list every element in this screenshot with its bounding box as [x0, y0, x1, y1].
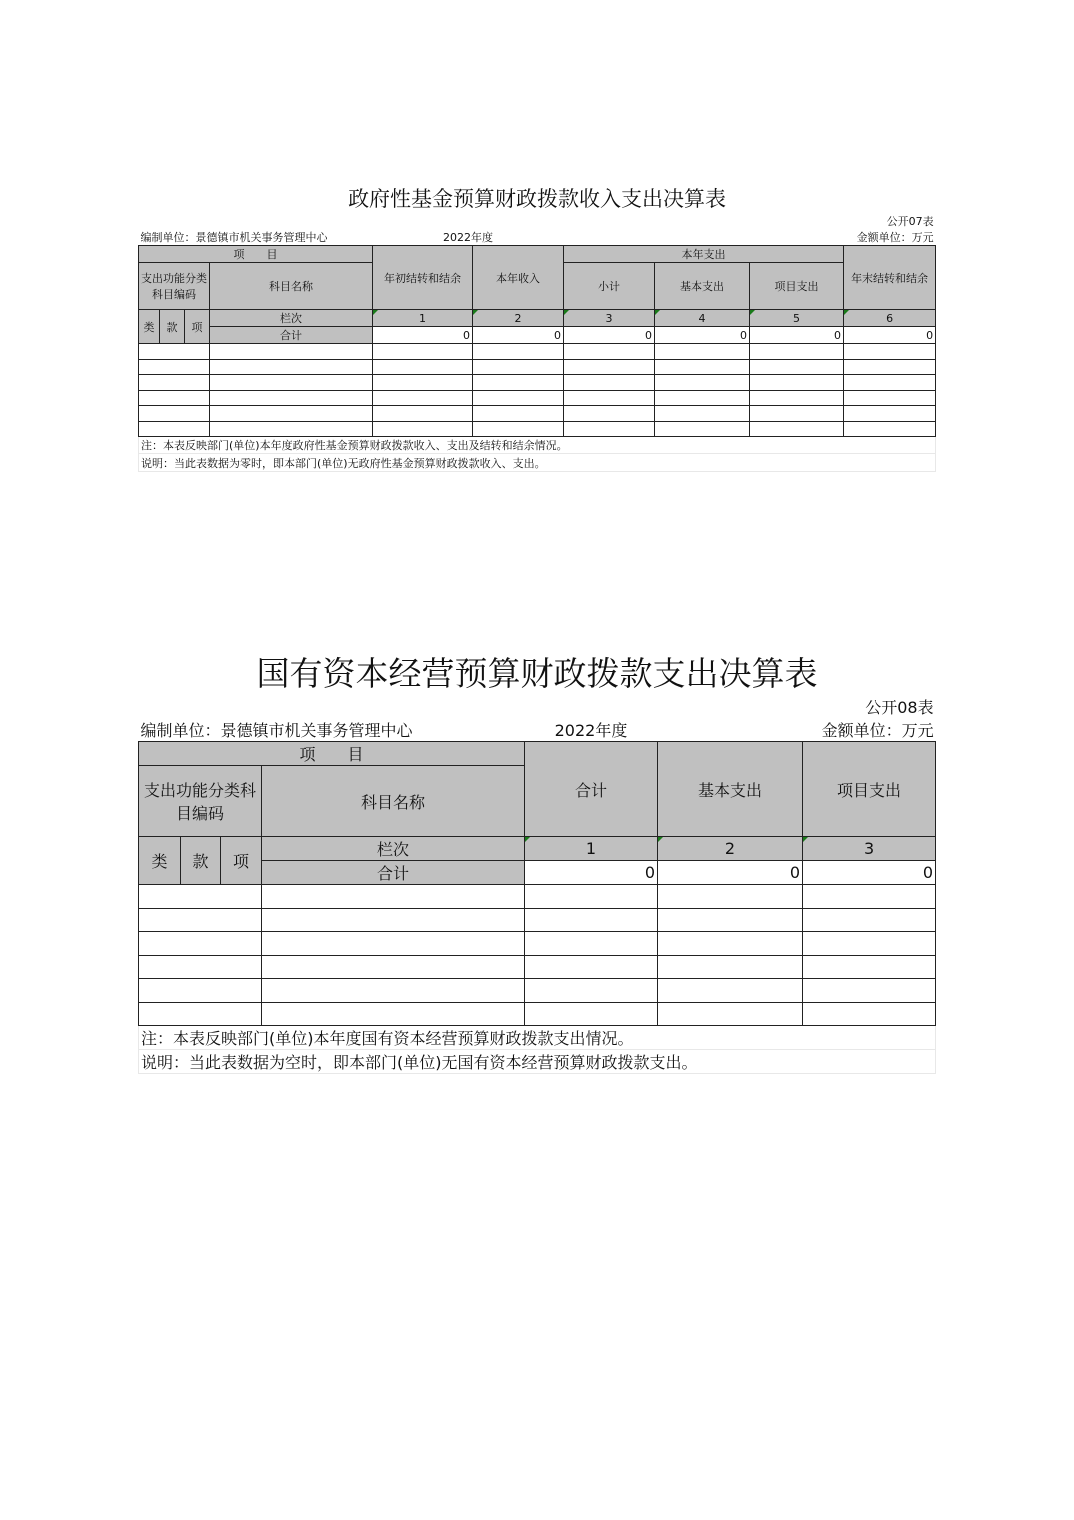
amount-unit: 金额单位：万元	[821, 721, 934, 740]
empty-cell	[139, 1002, 262, 1026]
amount-unit: 金额单位：万元	[856, 231, 934, 244]
header-name: 科目名称	[262, 766, 525, 837]
header-begin: 年初结转和结余	[373, 246, 473, 310]
empty-cell	[210, 406, 373, 422]
empty-cell	[655, 344, 750, 360]
empty-cell	[210, 344, 373, 360]
empty-cell	[473, 375, 564, 391]
col-num: 3	[564, 310, 655, 327]
empty-cell	[750, 344, 844, 360]
empty-cell	[210, 390, 373, 406]
table-row	[139, 359, 936, 375]
table-code: 公开07表	[886, 215, 934, 228]
header-item: 项 目	[139, 246, 373, 263]
empty-cell	[373, 390, 473, 406]
empty-cell	[750, 406, 844, 422]
header-kuan: 款	[160, 310, 185, 344]
empty-cell	[658, 979, 803, 1003]
empty-cell	[564, 344, 655, 360]
empty-cell	[473, 390, 564, 406]
table-row	[139, 885, 936, 909]
header-expense: 本年支出	[564, 246, 844, 263]
empty-cell	[750, 390, 844, 406]
empty-cell	[525, 979, 658, 1003]
header-item: 项 目	[139, 742, 525, 766]
empty-cell	[803, 955, 936, 979]
table-row	[139, 908, 936, 932]
empty-cell	[655, 406, 750, 422]
table-row	[139, 390, 936, 406]
empty-cell	[658, 908, 803, 932]
empty-cell	[658, 932, 803, 956]
total-label: 合计	[210, 327, 373, 344]
empty-cell	[844, 344, 936, 360]
empty-cell	[525, 955, 658, 979]
header-income: 本年收入	[473, 246, 564, 310]
header-total: 合计	[525, 742, 658, 837]
total-value: 0	[750, 327, 844, 344]
empty-cell	[525, 885, 658, 909]
header-project: 项目支出	[750, 263, 844, 310]
empty-cell	[525, 1002, 658, 1026]
empty-cell	[210, 375, 373, 391]
empty-cell	[262, 932, 525, 956]
table-row	[139, 406, 936, 422]
total-value: 0	[658, 861, 803, 885]
empty-cell	[373, 375, 473, 391]
empty-cell	[373, 344, 473, 360]
empty-cell	[525, 908, 658, 932]
col-num: 5	[750, 310, 844, 327]
empty-cell	[525, 932, 658, 956]
empty-cell	[564, 406, 655, 422]
total-value: 0	[844, 327, 936, 344]
col-num: 1	[373, 310, 473, 327]
empty-cell	[803, 932, 936, 956]
header-lanci: 栏次	[262, 837, 525, 861]
empty-cell	[844, 421, 936, 437]
empty-cell	[139, 908, 262, 932]
empty-cell	[139, 375, 210, 391]
table-row	[139, 1002, 936, 1026]
table-title: 政府性基金预算财政拨款收入支出决算表	[348, 187, 727, 211]
empty-cell	[210, 421, 373, 437]
col-num: 2	[473, 310, 564, 327]
empty-cell	[844, 390, 936, 406]
empty-cell	[210, 359, 373, 375]
header-lei: 类	[139, 310, 160, 344]
table-note: 注：本表反映部门(单位)本年度国有资本经营预算财政拨款支出情况。	[139, 1026, 936, 1050]
header-code: 支出功能分类科目编码	[139, 766, 262, 837]
total-value: 0	[525, 861, 658, 885]
table-row	[139, 955, 936, 979]
table-explain: 说明：当此表数据为空时，即本部门(单位)无国有资本经营预算财政拨款支出。	[139, 1050, 936, 1074]
empty-cell	[564, 390, 655, 406]
empty-cell	[139, 885, 262, 909]
table-row	[139, 344, 936, 360]
header-subtotal: 小计	[564, 263, 655, 310]
empty-cell	[139, 344, 210, 360]
table-row	[139, 932, 936, 956]
empty-cell	[844, 406, 936, 422]
header-xiang: 项	[185, 310, 210, 344]
table-note: 注：本表反映部门(单位)本年度政府性基金预算财政拨款收入、支出及结转和结余情况。	[139, 437, 936, 454]
empty-cell	[803, 908, 936, 932]
empty-cell	[473, 344, 564, 360]
col-num: 2	[658, 837, 803, 861]
empty-cell	[564, 421, 655, 437]
total-value: 0	[564, 327, 655, 344]
empty-cell	[658, 955, 803, 979]
empty-cell	[750, 375, 844, 391]
unit-label: 编制单位：景德镇市机关事务管理中心	[140, 231, 328, 244]
empty-cell	[658, 1002, 803, 1026]
empty-cell	[564, 359, 655, 375]
total-label: 合计	[262, 861, 525, 885]
empty-cell	[373, 359, 473, 375]
col-num: 1	[525, 837, 658, 861]
table-row	[139, 375, 936, 391]
empty-cell	[564, 375, 655, 391]
header-code: 支出功能分类科目编码	[139, 263, 210, 310]
header-lanci: 栏次	[210, 310, 373, 327]
header-lei: 类	[139, 837, 181, 885]
empty-cell	[803, 885, 936, 909]
empty-cell	[139, 359, 210, 375]
total-value: 0	[373, 327, 473, 344]
empty-cell	[750, 421, 844, 437]
empty-cell	[655, 421, 750, 437]
table-row	[139, 421, 936, 437]
government-fund-table	[138, 183, 936, 472]
empty-cell	[262, 885, 525, 909]
header-basic: 基本支出	[658, 742, 803, 837]
empty-cell	[655, 359, 750, 375]
empty-cell	[139, 955, 262, 979]
col-num: 6	[844, 310, 936, 327]
empty-cell	[473, 406, 564, 422]
empty-cell	[844, 375, 936, 391]
total-value: 0	[473, 327, 564, 344]
empty-cell	[373, 406, 473, 422]
state-capital-table	[138, 648, 936, 1074]
table-code: 公开08表	[865, 698, 934, 717]
empty-cell	[262, 979, 525, 1003]
year: 2022年度	[443, 231, 493, 244]
unit-label: 编制单位：景德镇市机关事务管理中心	[140, 721, 413, 740]
empty-cell	[750, 359, 844, 375]
table-explain: 说明：当此表数据为零时，即本部门(单位)无政府性基金预算财政拨款收入、支出。	[139, 454, 936, 472]
empty-cell	[844, 359, 936, 375]
header-name: 科目名称	[210, 263, 373, 310]
table-title: 国有资本经营预算财政拨款支出决算表	[256, 654, 818, 693]
empty-cell	[139, 406, 210, 422]
empty-cell	[655, 390, 750, 406]
empty-cell	[139, 932, 262, 956]
header-kuan: 款	[181, 837, 221, 885]
empty-cell	[473, 421, 564, 437]
empty-cell	[655, 375, 750, 391]
header-project: 项目支出	[803, 742, 936, 837]
total-value: 0	[803, 861, 936, 885]
col-num: 4	[655, 310, 750, 327]
header-end: 年末结转和结余	[844, 246, 936, 310]
header-basic: 基本支出	[655, 263, 750, 310]
empty-cell	[473, 359, 564, 375]
empty-cell	[139, 390, 210, 406]
empty-cell	[373, 421, 473, 437]
header-xiang: 项	[221, 837, 262, 885]
col-num: 3	[803, 837, 936, 861]
total-value: 0	[655, 327, 750, 344]
year: 2022年度	[554, 721, 628, 740]
empty-cell	[262, 955, 525, 979]
empty-cell	[262, 908, 525, 932]
empty-cell	[658, 885, 803, 909]
empty-cell	[803, 1002, 936, 1026]
table-row	[139, 979, 936, 1003]
empty-cell	[139, 979, 262, 1003]
empty-cell	[803, 979, 936, 1003]
empty-cell	[139, 421, 210, 437]
empty-cell	[262, 1002, 525, 1026]
